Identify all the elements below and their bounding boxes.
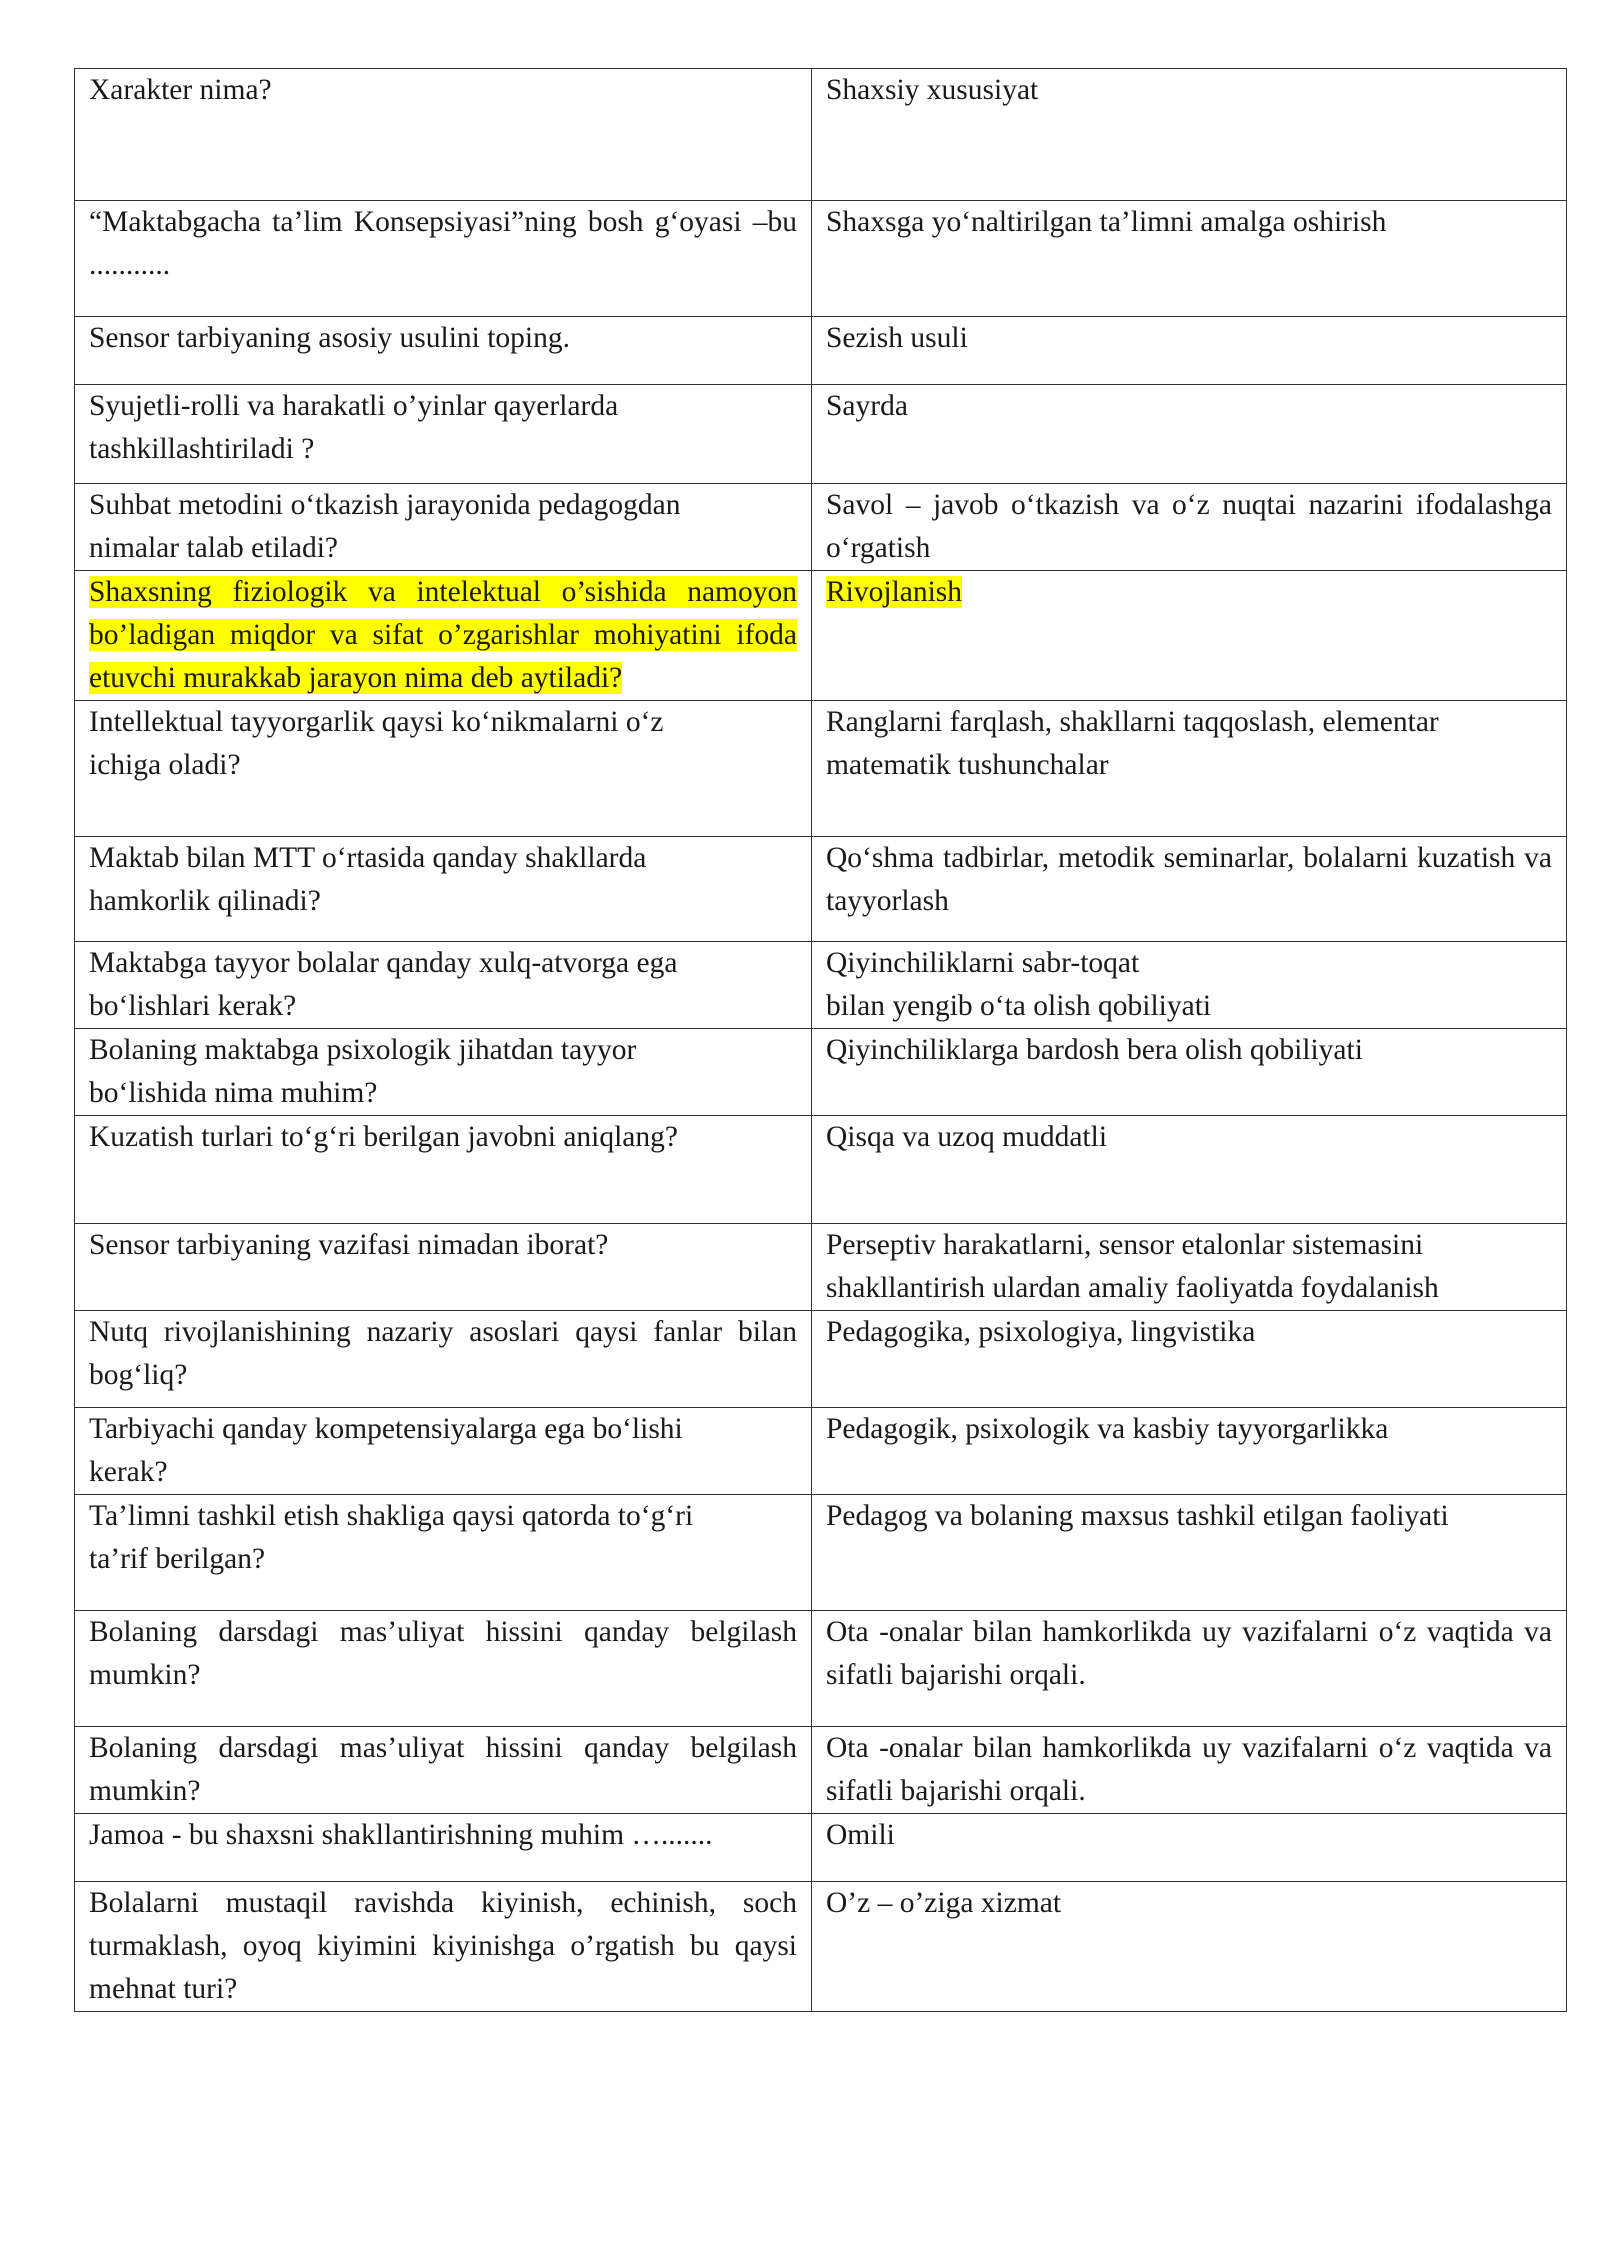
question-text: Bolaning darsdagi mas’uliyat hissini qanday belgilash mumkin? bbox=[89, 1732, 797, 1807]
answer-cell bbox=[812, 1727, 1567, 1814]
answer-cell bbox=[812, 1029, 1567, 1116]
answer-cell bbox=[812, 1611, 1567, 1727]
question-text: Shaxsning fiziologik va intelektual o’sishida namoyon bo’ladigan miqdor va sifat o’zgarishlar mohiyatini ifoda etuvchi murakkab jarayon nima deb aytiladi? bbox=[89, 576, 797, 694]
question-cell bbox=[75, 837, 812, 942]
answer-text: Sayrda bbox=[826, 390, 908, 422]
answer-text: Sezish usuli bbox=[826, 322, 968, 354]
answer-text: Pedagog va bolaning maxsus tashkil etilgan faoliyati bbox=[826, 1500, 1449, 1532]
answer-cell bbox=[812, 317, 1567, 385]
answer-cell bbox=[812, 701, 1567, 837]
answer-cell bbox=[812, 571, 1567, 701]
answer-text: Ranglarni farqlash, shakllarni taqqoslash, elementar matematik tushunchalar bbox=[826, 706, 1439, 781]
question-cell bbox=[75, 201, 812, 317]
question-cell bbox=[75, 1116, 812, 1224]
answer-cell bbox=[812, 69, 1567, 201]
table-row bbox=[75, 942, 1567, 1029]
qa-table-body bbox=[75, 69, 1567, 2012]
question-text: Bolalarni mustaqil ravishda kiyinish, echinish, soch turmaklash, oyoq kiyimini kiyinishga o’rgatish bu qaysi mehnat turi? bbox=[89, 1887, 797, 2005]
answer-cell bbox=[812, 201, 1567, 317]
table-row bbox=[75, 1224, 1567, 1311]
question-cell bbox=[75, 1611, 812, 1727]
question-cell bbox=[75, 942, 812, 1029]
question-cell bbox=[75, 317, 812, 385]
table-row bbox=[75, 837, 1567, 942]
answer-text: O’z – o’ziga xizmat bbox=[826, 1887, 1062, 1919]
answer-cell bbox=[812, 1408, 1567, 1495]
table-row bbox=[75, 1311, 1567, 1408]
answer-cell bbox=[812, 484, 1567, 571]
question-cell bbox=[75, 1495, 812, 1611]
answer-text: Savol – javob o‘tkazish va o‘z nuqtai nazarini ifodalashga o‘rgatish bbox=[826, 489, 1552, 564]
table-row bbox=[75, 1116, 1567, 1224]
qa-table bbox=[74, 68, 1567, 2012]
question-text: Ta’limni tashkil etish shakliga qaysi qatorda to‘g‘ri ta’rif berilgan? bbox=[89, 1500, 694, 1575]
table-row bbox=[75, 484, 1567, 571]
table-row bbox=[75, 1029, 1567, 1116]
question-cell bbox=[75, 1311, 812, 1408]
answer-text: Rivojlanish bbox=[826, 576, 963, 608]
table-row bbox=[75, 1495, 1567, 1611]
question-text: Maktabga tayyor bolalar qanday xulq-atvorga ega bo‘lishlari kerak? bbox=[89, 947, 678, 1022]
question-text: Bolaning maktabga psixologik jihatdan tayyor bo‘lishida nima muhim? bbox=[89, 1034, 637, 1109]
answer-cell bbox=[812, 385, 1567, 484]
table-row bbox=[75, 317, 1567, 385]
answer-cell bbox=[812, 1311, 1567, 1408]
question-cell bbox=[75, 385, 812, 484]
answer-text: Qisqa va uzoq muddatli bbox=[826, 1121, 1108, 1153]
answer-cell bbox=[812, 1116, 1567, 1224]
question-text: Kuzatish turlari to‘g‘ri berilgan javobni aniqlang? bbox=[89, 1121, 678, 1153]
answer-text: Ota -onalar bilan hamkorlikda uy vazifalarni o‘z vaqtida va sifatli bajarishi orqali. bbox=[826, 1732, 1552, 1807]
answer-text: Ota -onalar bilan hamkorlikda uy vazifalarni o‘z vaqtida va sifatli bajarishi orqali. bbox=[826, 1616, 1552, 1691]
question-cell bbox=[75, 69, 812, 201]
table-row bbox=[75, 1727, 1567, 1814]
table-row bbox=[75, 69, 1567, 201]
table-row bbox=[75, 1814, 1567, 1882]
table-row bbox=[75, 385, 1567, 484]
answer-text: Shaxsga yo‘naltirilgan ta’limni amalga oshirish bbox=[826, 206, 1387, 238]
answer-cell bbox=[812, 837, 1567, 942]
question-cell bbox=[75, 1408, 812, 1495]
question-text: Syujetli-rolli va harakatli o’yinlar qayerlarda tashkillashtiriladi ? bbox=[89, 390, 619, 465]
table-row bbox=[75, 201, 1567, 317]
answer-cell bbox=[812, 1224, 1567, 1311]
answer-text: Pedagogika, psixologiya, lingvistika bbox=[826, 1316, 1256, 1348]
answer-text: Perseptiv harakatlarni, sensor etalonlar sistemasini shakllantirish ulardan amaliy faoliyatda foydalanish bbox=[826, 1229, 1439, 1304]
answer-text: Qiyinchiliklarni sabr-toqat bilan yengib o‘ta olish qobiliyati bbox=[826, 947, 1212, 1022]
answer-cell bbox=[812, 1882, 1567, 2012]
question-cell bbox=[75, 484, 812, 571]
question-cell bbox=[75, 701, 812, 837]
question-text: Maktab bilan MTT o‘rtasida qanday shakllarda hamkorlik qilinadi? bbox=[89, 842, 647, 917]
table-row bbox=[75, 701, 1567, 837]
question-text: Bolaning darsdagi mas’uliyat hissini qanday belgilash mumkin? bbox=[89, 1616, 797, 1691]
question-text: Sensor tarbiyaning vazifasi nimadan iborat? bbox=[89, 1229, 609, 1261]
answer-text: Pedagogik, psixologik va kasbiy tayyorgarlikka bbox=[826, 1413, 1389, 1445]
question-cell bbox=[75, 1882, 812, 2012]
question-text: Intellektual tayyorgarlik qaysi ko‘nikmalarni o‘z ichiga oladi? bbox=[89, 706, 664, 781]
question-cell bbox=[75, 571, 812, 701]
question-text: “Maktabgacha ta’lim Konsepsiyasi”ning bosh g‘oyasi –bu ........... bbox=[89, 206, 797, 281]
answer-cell bbox=[812, 942, 1567, 1029]
answer-cell bbox=[812, 1814, 1567, 1882]
question-text: Sensor tarbiyaning asosiy usulini toping. bbox=[89, 322, 570, 354]
table-row bbox=[75, 1408, 1567, 1495]
question-text: Xarakter nima? bbox=[89, 74, 272, 106]
answer-text: Qiyinchiliklarga bardosh bera olish qobiliyati bbox=[826, 1034, 1363, 1066]
table-row bbox=[75, 571, 1567, 701]
table-row bbox=[75, 1882, 1567, 2012]
question-cell bbox=[75, 1029, 812, 1116]
answer-text: Shaxsiy xususiyat bbox=[826, 74, 1039, 106]
table-row bbox=[75, 1611, 1567, 1727]
answer-cell bbox=[812, 1495, 1567, 1611]
question-cell bbox=[75, 1727, 812, 1814]
question-text: Tarbiyachi qanday kompetensiyalarga ega bo‘lishi kerak? bbox=[89, 1413, 683, 1488]
question-text: Jamoa - bu shaxsni shakllantirishning muhim …....... bbox=[89, 1819, 713, 1851]
question-cell bbox=[75, 1224, 812, 1311]
answer-text: Qo‘shma tadbirlar, metodik seminarlar, bolalarni kuzatish va tayyorlash bbox=[826, 842, 1552, 917]
answer-text: Omili bbox=[826, 1819, 895, 1851]
question-text: Nutq rivojlanishining nazariy asoslari qaysi fanlar bilan bog‘liq? bbox=[89, 1316, 797, 1391]
question-text: Suhbat metodini o‘tkazish jarayonida pedagogdan nimalar talab etiladi? bbox=[89, 489, 681, 564]
question-cell bbox=[75, 1814, 812, 1882]
